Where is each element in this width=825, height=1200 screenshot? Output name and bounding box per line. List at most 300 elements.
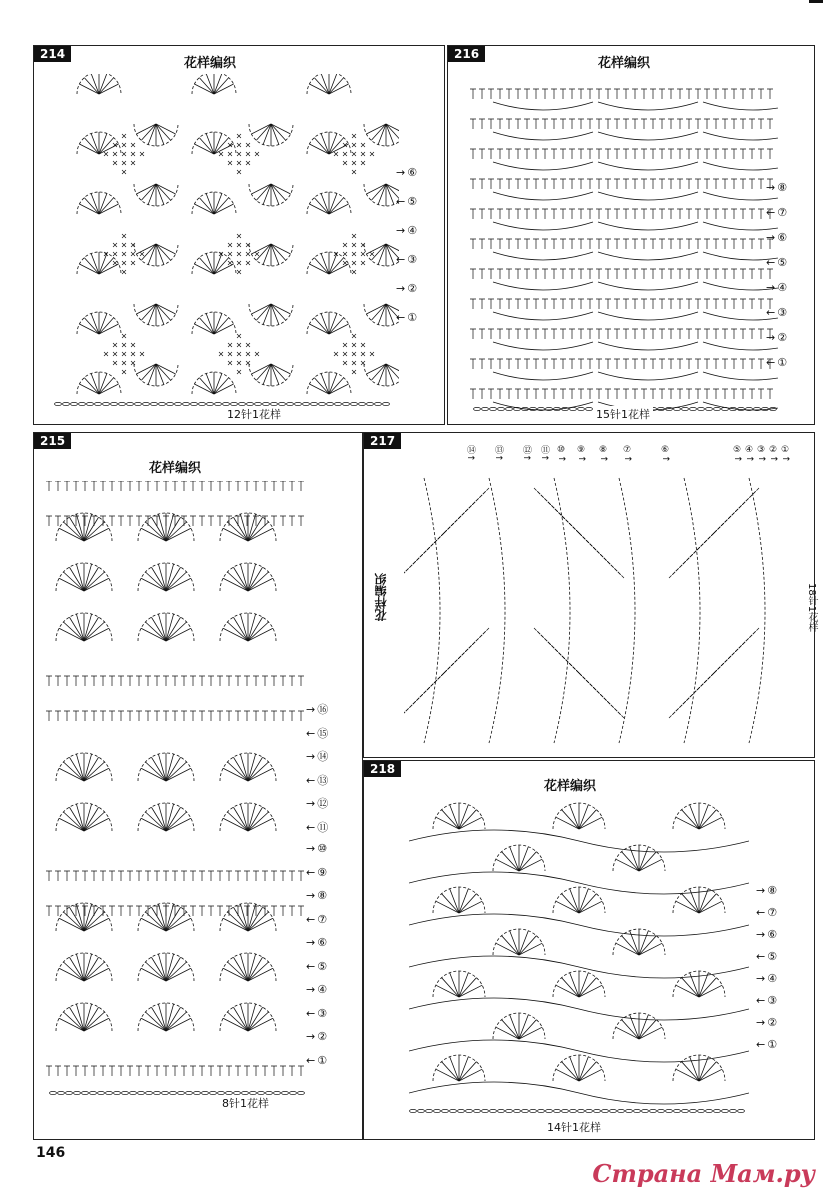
chain-stitch [375, 402, 382, 405]
sc-stitch [343, 352, 347, 356]
dc-stitch [136, 481, 142, 491]
dc-stitch [659, 329, 665, 339]
dc-stitch [722, 329, 728, 339]
dc-stitch [749, 149, 755, 159]
dc-stitch [488, 329, 494, 339]
dc-stitch [91, 871, 97, 881]
stitch-line [84, 78, 99, 94]
dc-stitch [118, 906, 124, 916]
wave-line [409, 1082, 749, 1104]
dc-stitch [605, 269, 611, 279]
dc-stitch [506, 89, 512, 99]
sc-stitch [237, 143, 241, 147]
stitch-line [562, 656, 579, 673]
dc-stitch [623, 149, 629, 159]
arch-line [598, 102, 698, 110]
dc-stitch [704, 179, 710, 189]
row-direction-arrow: → [766, 231, 776, 244]
dc-stitch [506, 209, 512, 219]
chain-stitch [106, 1091, 113, 1094]
dc-stitch [623, 389, 629, 399]
dc-stitch [659, 269, 665, 279]
dc-stitch [668, 389, 674, 399]
chain-stitch [554, 1109, 561, 1112]
dc-stitch [55, 676, 61, 686]
panel-number-badge: 215 [34, 433, 71, 449]
stitch-line [502, 1020, 519, 1039]
row-number: ⑮ [317, 726, 329, 740]
row-label [306, 819, 328, 835]
dc-stitch [208, 906, 214, 916]
sc-stitch [131, 352, 135, 356]
column-number: ⑩↑ [556, 445, 566, 463]
arch-line [493, 102, 593, 110]
dc-stitch [668, 359, 674, 369]
panel-title: 花样编织 [598, 56, 651, 71]
dc-stitch [686, 389, 692, 399]
chain-stitch [183, 402, 190, 405]
dc-stitch [470, 299, 476, 309]
sc-stitch [113, 152, 117, 156]
chain-stitch [199, 402, 206, 405]
dc-stitch [235, 676, 241, 686]
stitch-line [329, 138, 344, 154]
dc-stitch [578, 299, 584, 309]
dc-stitch [704, 89, 710, 99]
dc-stitch [686, 89, 692, 99]
dc-stitch [578, 239, 584, 249]
dc-stitch [127, 871, 133, 881]
chain-arc [424, 478, 440, 743]
dc-stitch [136, 906, 142, 916]
stitch-line [519, 936, 536, 955]
row-label [766, 356, 787, 369]
sc-stitch [122, 361, 126, 365]
stitch-line [271, 184, 286, 200]
dc-stitch [632, 179, 638, 189]
stitch-line [682, 978, 699, 997]
row-direction-arrow: → [306, 797, 316, 810]
sc-stitch [246, 352, 250, 356]
arch-line [598, 312, 698, 320]
dc-stitch [64, 481, 70, 491]
dc-stitch [226, 1066, 232, 1076]
dc-stitch [758, 209, 764, 219]
panel-215 [33, 432, 363, 1140]
dc-stitch [632, 149, 638, 159]
stitch-line [199, 138, 214, 154]
column-number: ⑤↑ [732, 445, 742, 463]
chain-stitch [674, 1109, 681, 1112]
chain-stitch [282, 1091, 289, 1094]
dc-stitch [298, 676, 304, 686]
sc-stitch [122, 143, 126, 147]
dc-stitch [46, 906, 52, 916]
dc-stitch [758, 239, 764, 249]
dc-stitch [560, 179, 566, 189]
dc-stitch [64, 676, 70, 686]
dc-stitch [560, 239, 566, 249]
row-direction-arrow: → [396, 224, 406, 237]
dc-stitch [596, 209, 602, 219]
dc-stitch [749, 239, 755, 249]
stitch-line [256, 124, 271, 140]
sc-stitch [361, 161, 365, 165]
sc-stitch [352, 261, 356, 265]
dc-stitch [488, 299, 494, 309]
dc-stitch [578, 209, 584, 219]
row-direction-arrow: → [306, 703, 316, 716]
dc-stitch [298, 481, 304, 491]
chain-stitch [514, 1109, 521, 1112]
dc-stitch [127, 906, 133, 916]
dc-stitch [46, 481, 52, 491]
dc-stitch [253, 871, 259, 881]
dc-stitch [497, 329, 503, 339]
dc-stitch [686, 149, 692, 159]
dc-stitch [704, 269, 710, 279]
chain-stitch [522, 1109, 529, 1112]
dc-stitch [109, 676, 115, 686]
dc-stitch [470, 89, 476, 99]
dc-stitch [659, 179, 665, 189]
dc-stitch [488, 89, 494, 99]
chain-stitch [167, 402, 174, 405]
chain-stitch [138, 1091, 145, 1094]
dc-stitch [722, 89, 728, 99]
dc-stitch [551, 89, 557, 99]
chain-stitch [546, 1109, 553, 1112]
stitch-line [519, 852, 536, 871]
sc-stitch [237, 334, 241, 338]
dc-stitch [172, 1066, 178, 1076]
dc-stitch [677, 149, 683, 159]
dc-stitch [488, 389, 494, 399]
dc-stitch [704, 119, 710, 129]
repeat-note: 18针1花样 [806, 583, 817, 633]
stitch-line [84, 378, 99, 394]
dc-stitch [596, 179, 602, 189]
stitch-line [371, 304, 386, 320]
sc-stitch [246, 261, 250, 265]
stitch-line [371, 124, 386, 140]
stitch-line [256, 184, 271, 200]
sc-stitch [228, 243, 232, 247]
row-direction-arrow: ← [396, 253, 406, 266]
dc-stitch [767, 119, 773, 129]
stitch-line [579, 978, 596, 997]
chain-stitch [498, 1109, 505, 1112]
sc-stitch [131, 361, 135, 365]
dc-stitch [632, 89, 638, 99]
dc-stitch [704, 239, 710, 249]
chain-stitch [586, 1109, 593, 1112]
row-direction-arrow: → [766, 181, 776, 194]
chain-stitch [130, 1091, 137, 1094]
dc-stitch [524, 89, 530, 99]
dc-stitch [749, 119, 755, 129]
dc-stitch [569, 179, 575, 189]
sc-stitch [122, 352, 126, 356]
row-number: ⑤ [407, 195, 418, 208]
chain-arc [489, 478, 505, 743]
dc-stitch [632, 329, 638, 339]
dc-stitch [668, 89, 674, 99]
dc-stitch [289, 516, 295, 526]
panel-number-badge: 218 [364, 761, 401, 777]
dc-stitch [758, 359, 764, 369]
dc-stitch [542, 299, 548, 309]
chain-stitch [442, 1109, 449, 1112]
stitch-line [141, 304, 156, 320]
dc-stitch [542, 389, 548, 399]
dc-stitch [596, 329, 602, 339]
dc-stitch [614, 269, 620, 279]
dc-stitch [686, 269, 692, 279]
stitch-line [714, 656, 731, 673]
dc-stitch [136, 871, 142, 881]
chain-arc [684, 478, 700, 743]
dc-stitch [641, 359, 647, 369]
chain-stitch [335, 402, 342, 405]
dc-stitch [713, 329, 719, 339]
stitch-line [271, 364, 286, 380]
dc-stitch [55, 871, 61, 881]
dc-stitch [533, 119, 539, 129]
dc-stitch [497, 209, 503, 219]
dc-stitch [542, 149, 548, 159]
dc-stitch [650, 239, 656, 249]
sc-stitch [228, 261, 232, 265]
row-number: ④ [777, 281, 788, 294]
arch-line [493, 342, 593, 350]
dc-stitch [524, 299, 530, 309]
dc-stitch [686, 119, 692, 129]
row-number: ② [777, 331, 788, 344]
dc-stitch [199, 871, 205, 881]
dc-stitch [650, 389, 656, 399]
dc-stitch [560, 119, 566, 129]
row-label [306, 1054, 327, 1067]
dc-stitch [551, 329, 557, 339]
dc-stitch [605, 179, 611, 189]
dc-stitch [641, 239, 647, 249]
chain-stitch [194, 1091, 201, 1094]
dc-stitch [614, 299, 620, 309]
dc-stitch [605, 209, 611, 219]
dc-stitch [677, 209, 683, 219]
dc-stitch [668, 149, 674, 159]
stitch-line [99, 318, 114, 334]
dc-stitch [722, 389, 728, 399]
row-label [756, 1016, 777, 1029]
sc-stitch [122, 170, 126, 174]
dc-stitch [118, 711, 124, 721]
dc-stitch [208, 481, 214, 491]
stitch-line [519, 1020, 536, 1039]
sc-stitch [246, 143, 250, 147]
dc-stitch [587, 299, 593, 309]
sc-stitch [113, 161, 117, 165]
stitch-line [271, 304, 286, 320]
dc-stitch [632, 299, 638, 309]
corner-mark [809, 0, 823, 3]
dc-stitch [740, 119, 746, 129]
dc-stitch [515, 359, 521, 369]
dc-stitch [497, 179, 503, 189]
dc-stitch [686, 359, 692, 369]
dc-stitch [244, 1066, 250, 1076]
dc-stitch [569, 359, 575, 369]
row-label [396, 311, 417, 324]
chain-stitch [570, 1109, 577, 1112]
dc-stitch [73, 676, 79, 686]
dc-stitch [109, 1066, 115, 1076]
stitch-line [639, 852, 656, 871]
crochet-chart-218 [409, 799, 749, 1119]
sc-stitch [361, 361, 365, 365]
dc-stitch [109, 481, 115, 491]
dc-stitch [587, 329, 593, 339]
chain-stitch [82, 1091, 89, 1094]
dc-stitch [731, 89, 737, 99]
row-number: ② [407, 282, 418, 295]
column-number: ⑬↑ [493, 445, 503, 462]
dc-stitch [280, 871, 286, 881]
dc-stitch [506, 389, 512, 399]
dc-stitch [551, 269, 557, 279]
stitch-line [579, 1062, 596, 1081]
chain-stitch [666, 1109, 673, 1112]
stitch-line [502, 852, 519, 871]
arch-line [598, 282, 698, 290]
dc-stitch [614, 119, 620, 129]
dc-stitch [235, 871, 241, 881]
dc-stitch [740, 329, 746, 339]
dc-stitch [587, 89, 593, 99]
dc-stitch [668, 299, 674, 309]
row-number: ⑤ [777, 256, 788, 269]
dc-stitch [731, 209, 737, 219]
dc-stitch [253, 676, 259, 686]
arch-line [598, 342, 698, 350]
dc-stitch [515, 179, 521, 189]
row-label [306, 1007, 327, 1020]
dc-stitch [614, 359, 620, 369]
row-direction-arrow: → [766, 281, 776, 294]
stitch-line [622, 936, 639, 955]
sc-stitch [352, 343, 356, 347]
column-number: ⑥↑ [660, 445, 670, 463]
dc-stitch [199, 516, 205, 526]
dc-stitch [506, 329, 512, 339]
dc-stitch [244, 481, 250, 491]
row-label [396, 195, 417, 208]
dc-stitch [677, 359, 683, 369]
dc-stitch [641, 179, 647, 189]
row-number: ⑥ [767, 928, 778, 941]
sc-stitch [237, 170, 241, 174]
chain-stitch [578, 1109, 585, 1112]
chain-stitch [66, 1091, 73, 1094]
dc-stitch [758, 89, 764, 99]
panel-214 [33, 45, 445, 425]
chain-stitch [175, 402, 182, 405]
dc-stitch [632, 119, 638, 129]
dc-stitch [722, 299, 728, 309]
chain-stitch [474, 407, 481, 410]
dc-stitch [668, 119, 674, 129]
row-number: ⑦ [767, 906, 778, 919]
stitch-line [141, 124, 156, 140]
dc-stitch [506, 299, 512, 309]
dc-stitch [100, 676, 106, 686]
dc-stitch [64, 1066, 70, 1076]
dc-stitch [127, 516, 133, 526]
dc-stitch [127, 481, 133, 491]
dc-stitch [100, 906, 106, 916]
dc-stitch [82, 481, 88, 491]
sc-stitch [237, 261, 241, 265]
sc-stitch [237, 243, 241, 247]
dc-stitch [118, 1066, 124, 1076]
chain-stitch [122, 1091, 129, 1094]
dc-stitch [686, 209, 692, 219]
chain-stitch [191, 402, 198, 405]
chain-stitch [146, 1091, 153, 1094]
stitch-line [256, 364, 271, 380]
chain-stitch [634, 1109, 641, 1112]
dc-stitch [271, 906, 277, 916]
dc-stitch [722, 119, 728, 129]
chain-stitch [706, 407, 713, 410]
dc-stitch [470, 389, 476, 399]
dc-stitch [542, 179, 548, 189]
sc-stitch [246, 361, 250, 365]
sc-stitch [361, 152, 365, 156]
sc-stitch [343, 161, 347, 165]
stitch-line [442, 894, 459, 913]
sc-stitch [219, 352, 223, 356]
stitch-line [214, 378, 229, 394]
dc-stitch [605, 299, 611, 309]
row-number: ⑧ [777, 181, 788, 194]
panel-number-badge: 217 [364, 433, 401, 449]
dc-stitch [217, 1066, 223, 1076]
sc-stitch [352, 252, 356, 256]
dc-stitch [623, 269, 629, 279]
chain-stitch [610, 1109, 617, 1112]
chain-stitch [207, 402, 214, 405]
dc-stitch [235, 1066, 241, 1076]
sc-stitch [237, 361, 241, 365]
dc-stitch [190, 871, 196, 881]
arch-line [703, 132, 778, 140]
sc-stitch [352, 170, 356, 174]
stitch-line [459, 810, 476, 829]
chain-stitch [682, 407, 689, 410]
chain-stitch [127, 402, 134, 405]
stitch-line [699, 810, 716, 829]
row-label [306, 842, 327, 855]
dc-stitch [208, 676, 214, 686]
sc-stitch [131, 161, 135, 165]
dc-stitch [533, 389, 539, 399]
dc-stitch [587, 359, 593, 369]
dc-stitch [181, 711, 187, 721]
dc-stitch [226, 906, 232, 916]
dc-stitch [731, 149, 737, 159]
